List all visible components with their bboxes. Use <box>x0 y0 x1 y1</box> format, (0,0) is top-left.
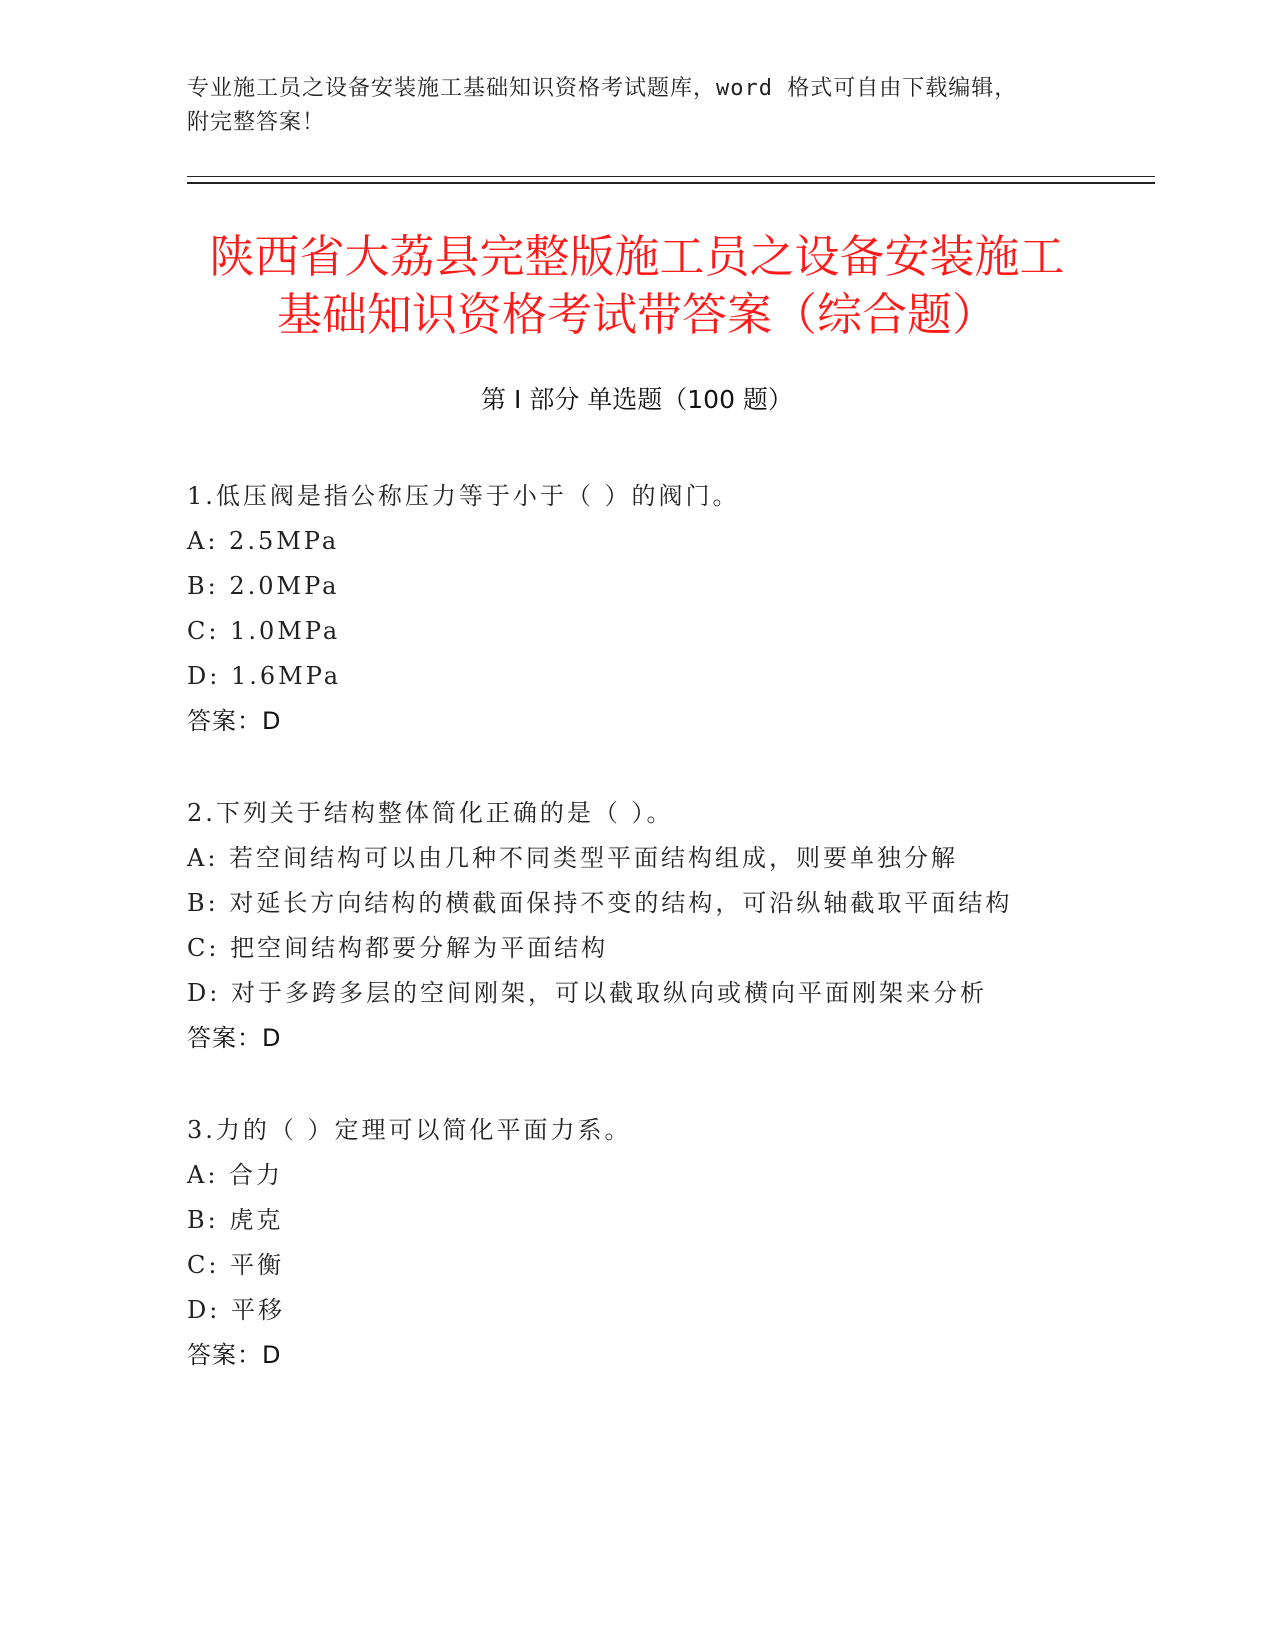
question-option: D: 平移 <box>187 1296 285 1324</box>
document-title <box>187 228 1087 344</box>
question-option: C: 平衡 <box>187 1251 285 1279</box>
question-option: A: 若空间结构可以由几种不同类型平面结构组成，则要单独分解 <box>187 844 959 872</box>
question-option: C: 1.0MPa <box>187 617 341 645</box>
question-option: D: 对于多跨多层的空间刚架，可以截取纵向或横向平面刚架来分析 <box>187 979 987 1007</box>
question-item <box>187 791 1147 1061</box>
question-answer: 答案：D <box>187 1341 282 1369</box>
header-note-line: 附完整答案！ <box>187 110 326 135</box>
question-option: B: 对延长方向结构的横截面保持不变的结构，可沿纵轴截取平面结构 <box>187 889 1013 917</box>
question-option: B: 虎克 <box>187 1206 284 1234</box>
document-title-line: 基础知识资格考试带答案（综合题） <box>276 288 997 341</box>
header-note <box>187 72 1087 140</box>
header-divider <box>187 182 1155 184</box>
question-answer: 答案：D <box>187 1024 282 1052</box>
question-option: C: 把空间结构都要分解为平面结构 <box>187 934 609 962</box>
question-option: A: 合力 <box>187 1161 284 1189</box>
question-item <box>187 474 1147 744</box>
question-answer: 答案：D <box>187 707 282 735</box>
document-title-line: 陕西省大荔县完整版施工员之设备安装施工 <box>209 230 1065 283</box>
question-stem: 1.低压阀是指公称压力等于小于（ ）的阀门。 <box>187 482 740 510</box>
question-option: D: 1.6MPa <box>187 662 342 690</box>
question-option: B: 2.0MPa <box>187 572 340 600</box>
question-stem: 3.力的（ ）定理可以简化平面力系。 <box>187 1116 632 1144</box>
header-note-line: 专业施工员之设备安装施工基础知识资格考试题库，word 格式可自由下载编辑， <box>187 76 1018 101</box>
header-divider <box>187 176 1155 177</box>
question-stem: 2.下列关于结构整体简化正确的是（ ）。 <box>187 799 674 827</box>
question-item <box>187 1108 1147 1378</box>
section-title: 第 I 部分 单选题（100 题） <box>481 385 793 414</box>
question-option: A: 2.5MPa <box>187 527 340 555</box>
